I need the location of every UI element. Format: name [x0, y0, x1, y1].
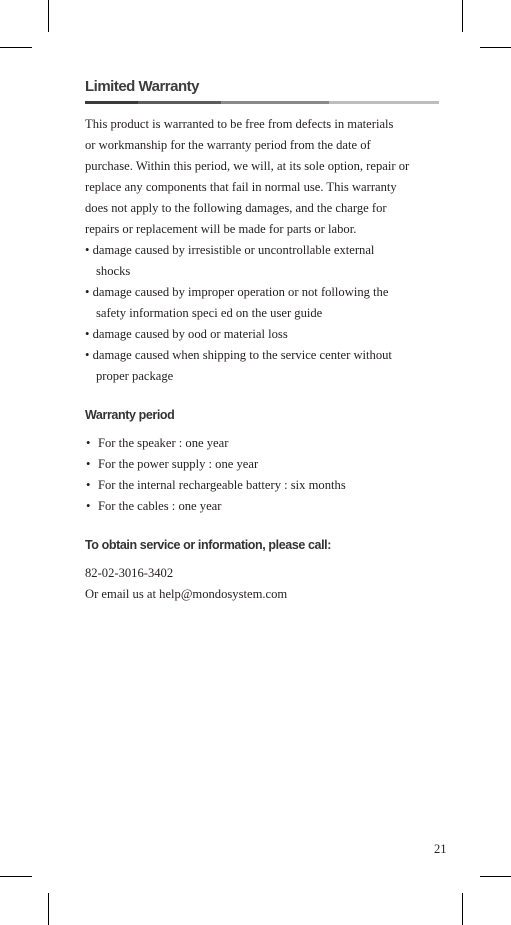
intro-line: replace any components that fail in normal use. This warranty: [85, 180, 397, 194]
page-content: [85, 76, 445, 605]
bullet-icon: •: [85, 285, 90, 299]
bullet-icon: •: [85, 348, 90, 362]
crop-mark: [462, 0, 463, 32]
intro-line: does not apply to the following damages, and the charge for: [85, 201, 387, 215]
crop-mark: [462, 893, 463, 925]
crop-mark: [0, 876, 32, 877]
service-heading: To obtain service or information, please call:: [85, 538, 332, 552]
list-item: • For the cables : one year: [85, 496, 445, 517]
intro-line: This product is warranted to be free from defects in materials: [85, 117, 394, 131]
bullet-icon: •: [85, 327, 90, 341]
bullet-icon: •: [86, 478, 91, 492]
list-item: • damage caused by ood or material loss: [85, 327, 288, 341]
page-number: 21: [434, 842, 447, 856]
page-title: Limited Warranty: [85, 78, 199, 95]
title-rule: [85, 101, 439, 104]
list-item: • For the speaker : one year: [85, 433, 445, 454]
crop-mark: [480, 47, 511, 48]
list-item: • damage caused by improper operation or not following the safety information speci ed on the user guide: [85, 285, 389, 320]
bullet-icon: •: [86, 499, 91, 513]
list-item: • For the internal rechargeable battery : six months: [85, 475, 445, 496]
crop-mark: [480, 876, 511, 877]
crop-mark: [48, 0, 49, 32]
damage-list: [85, 240, 445, 387]
service-email: Or email us at help@mondosystem.com: [85, 587, 288, 601]
list-item: • damage caused by irresistible or uncontrollable external shocks: [85, 243, 375, 278]
service-phone: 82-02-3016-3402: [85, 566, 174, 580]
warranty-period-heading: Warranty period: [85, 408, 175, 422]
list-item: • damage caused when shipping to the service center without proper package: [85, 348, 392, 383]
list-item: • For the power supply : one year: [85, 454, 445, 475]
intro-line: or workmanship for the warranty period from the date of: [85, 138, 371, 152]
intro-line: purchase. Within this period, we will, at its sole option, repair or: [85, 159, 410, 173]
bullet-icon: •: [86, 436, 91, 450]
crop-mark: [0, 47, 32, 48]
bullet-icon: •: [85, 243, 90, 257]
intro-line: repairs or replacement will be made for parts or labor.: [85, 222, 357, 236]
crop-mark: [48, 893, 49, 925]
warranty-period-list: [85, 433, 445, 517]
bullet-icon: •: [86, 457, 91, 471]
intro-paragraph: [85, 114, 445, 240]
